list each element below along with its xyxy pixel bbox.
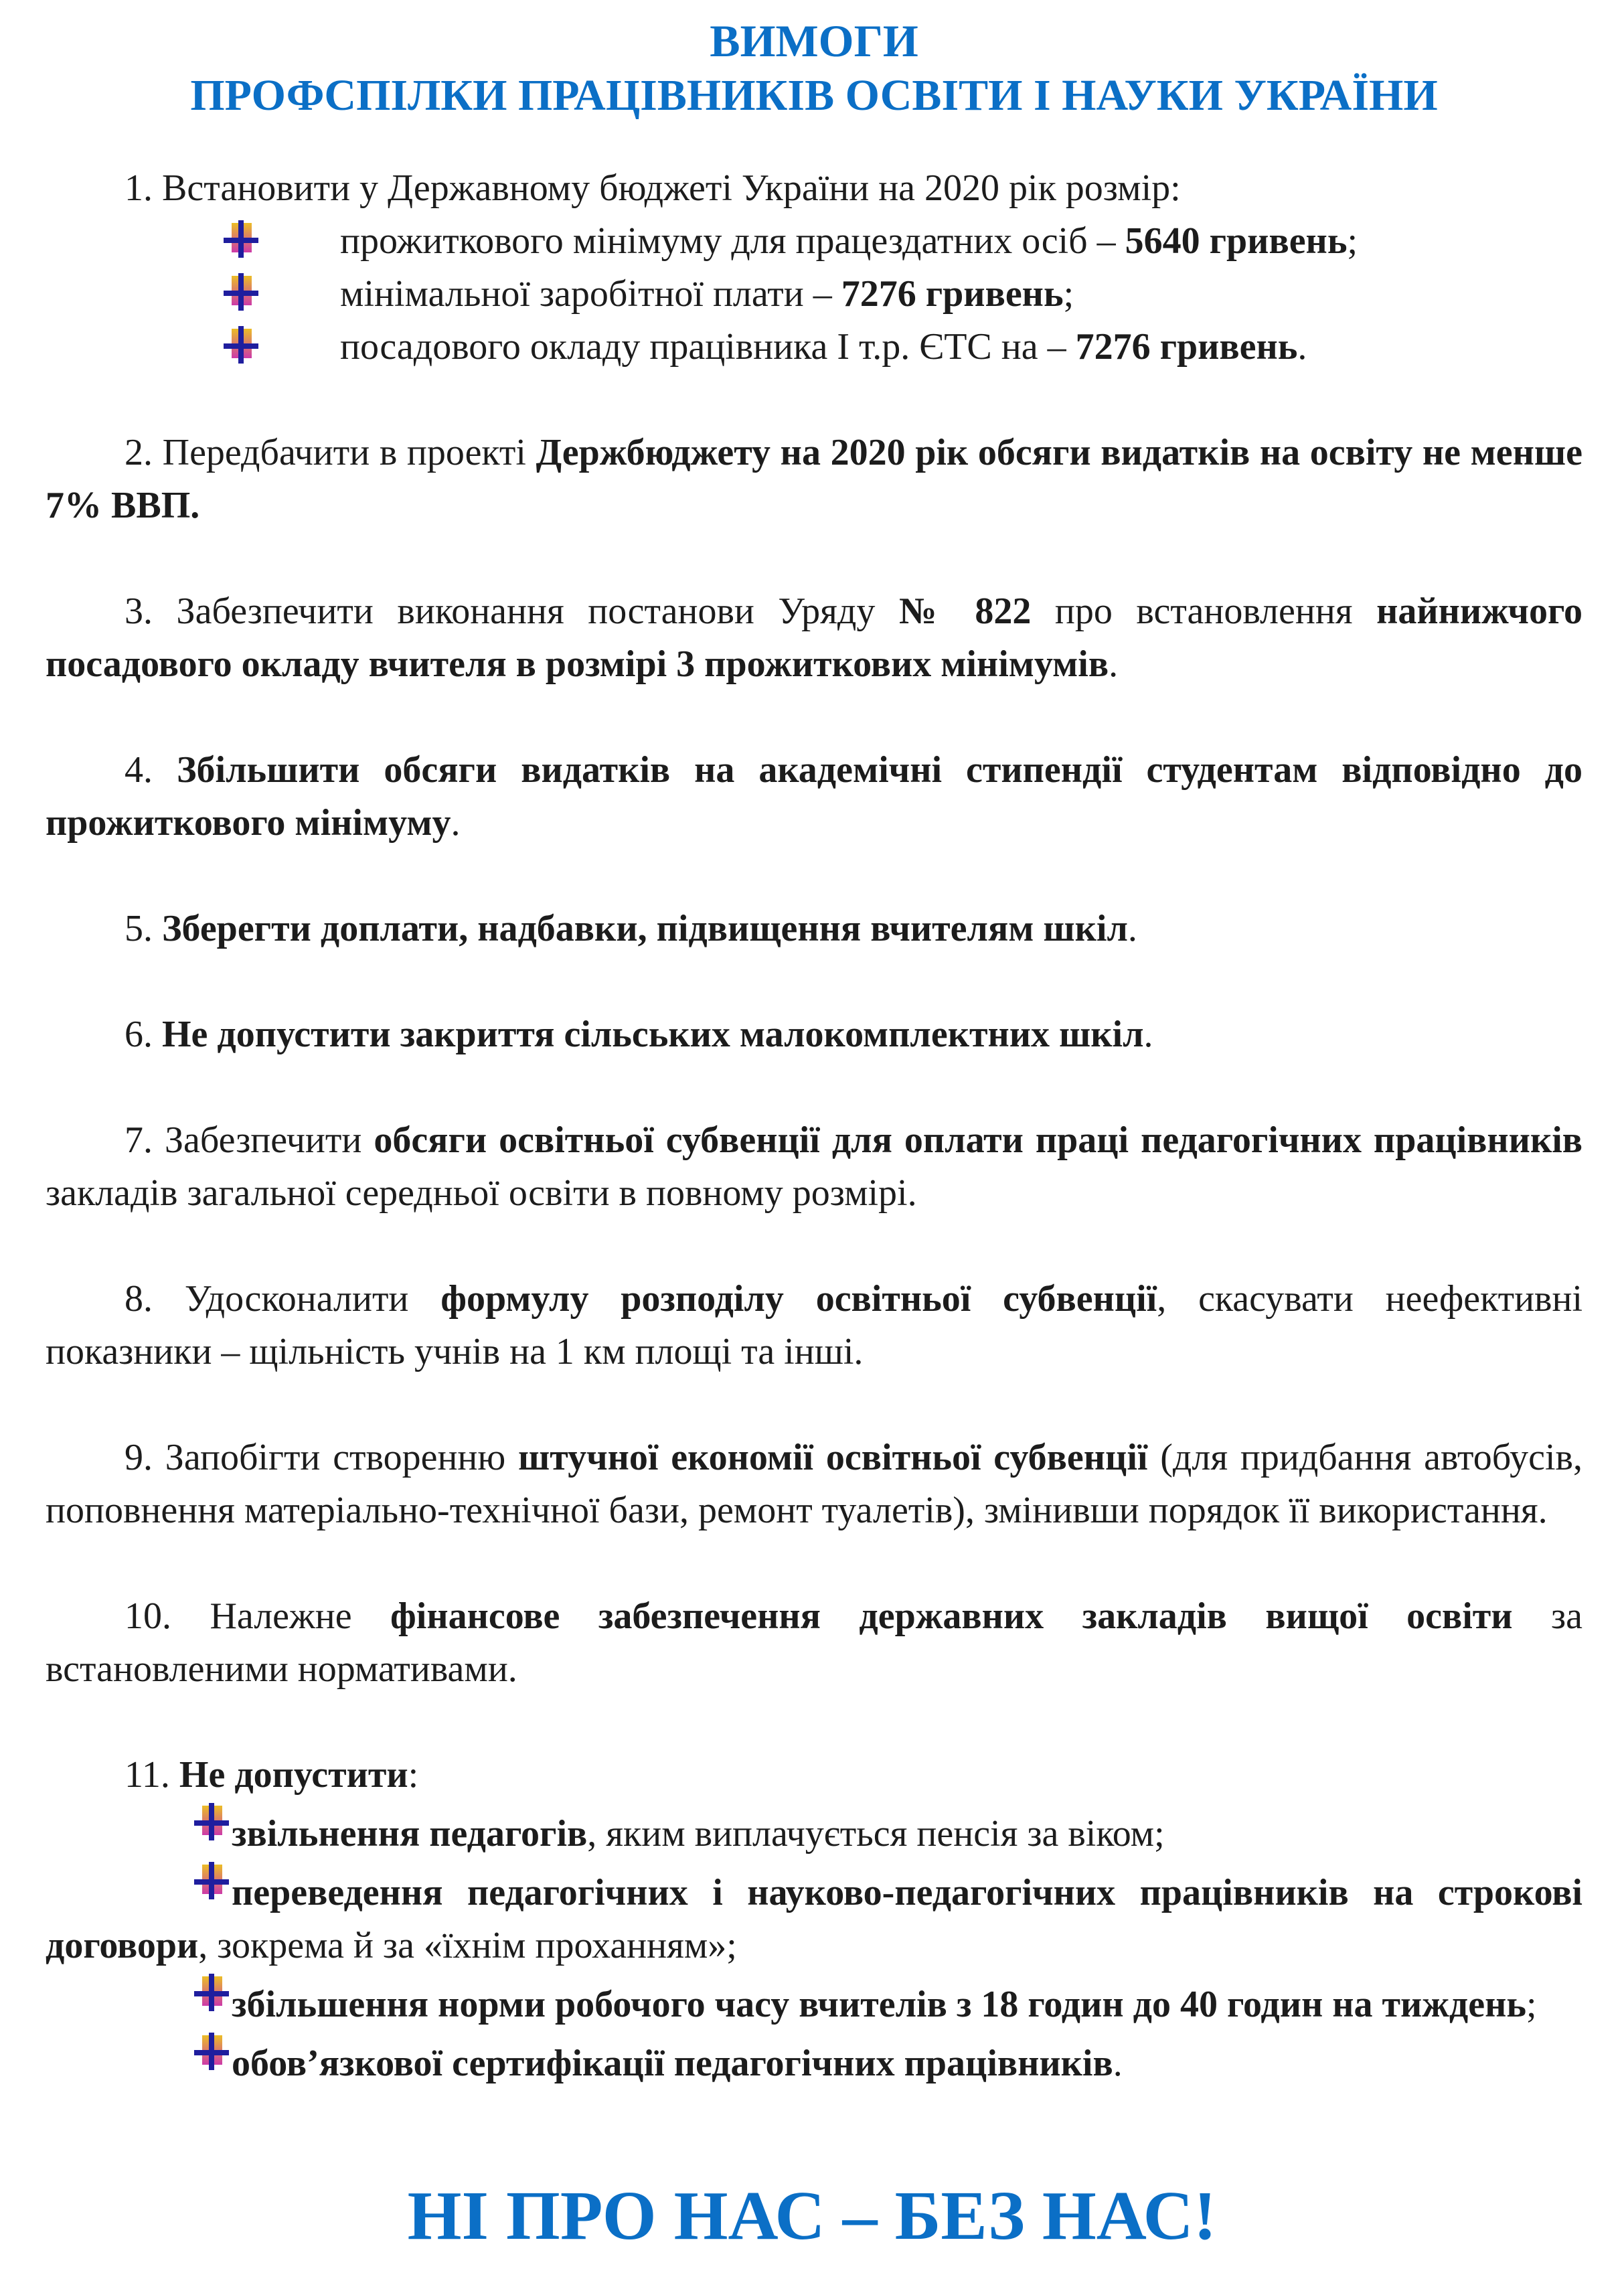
demand-10-text-a: 10. Належне	[125, 1595, 391, 1637]
bullet-bold: обов’язкової сертифікації педагогічних працівників	[232, 2043, 1113, 2084]
demand-11-bullet-3	[46, 1972, 1582, 2031]
demand-4-num: 4.	[125, 749, 177, 791]
demand-6-end: .	[1143, 1014, 1153, 1055]
demand-2	[46, 426, 1582, 532]
bullet-bold: збільшення норми робочого часу вчителів з 18 годин до 40 годин на тиждень	[232, 1984, 1526, 2025]
demand-5-end: .	[1127, 908, 1137, 949]
demand-8-bold: формулу розподілу освітньої субвенції	[440, 1278, 1157, 1320]
bullet-amount: 7276 гривень	[1075, 326, 1298, 368]
bullet-end: .	[1297, 326, 1307, 368]
demand-1-bullet-1	[46, 215, 1582, 268]
demand-9	[46, 1431, 1582, 1537]
bullet-text: , зокрема й за «їхнім проханням»;	[198, 1925, 737, 1966]
bullet-end: ;	[1347, 220, 1358, 262]
demand-9-bold: штучної економії освітньої субвенції	[518, 1437, 1148, 1478]
bullet-end: ;	[1063, 273, 1074, 315]
bullet-amount: 5640 гривень	[1125, 220, 1348, 262]
demand-2-text: 2. Передбачити в проекті	[125, 432, 536, 473]
demand-7	[46, 1114, 1582, 1220]
demand-11-bullet-1	[46, 1802, 1582, 1861]
title-line-2: ПРОФСПІЛКИ ПРАЦІВНИКІВ ОСВІТИ І НАУКИ УКРАЇНИ	[190, 71, 1438, 120]
demand-4-end: .	[451, 802, 461, 844]
demand-3-end: .	[1109, 643, 1119, 685]
demand-2-bold: Держбюджету на 2020 рік обсяги видатків на освіту не менше 7% ВВП.	[46, 432, 1582, 526]
demand-1-lead: 1. Встановити у Державному бюджеті України на 2020 рік розмір:	[125, 167, 1181, 209]
demand-8	[46, 1273, 1582, 1378]
demand-9-text-a: 9. Запобігти створенню	[125, 1437, 519, 1478]
demand-11-bullet-2	[46, 1861, 1582, 1972]
bullet-bold: звільнення педагогів	[232, 1813, 588, 1855]
bullet-text: мінімальної заробітної плати –	[340, 273, 841, 315]
demand-7-text-a: 7. Забезпечити	[125, 1119, 374, 1161]
demand-7-text-b: закладів загальної середньої освіти в повному розмірі.	[46, 1172, 917, 1214]
bullet-text: ;	[1526, 1984, 1537, 2025]
bullet-text: , яким виплачується пенсія за віком;	[587, 1813, 1165, 1855]
plus-bullet-icon	[222, 325, 260, 365]
demand-3	[46, 585, 1582, 691]
bullet-amount: 7276 гривень	[841, 273, 1064, 315]
bullet-text: .	[1113, 2043, 1123, 2084]
demand-5-bold: Зберегти доплати, надбавки, підвищення вчителям шкіл	[162, 908, 1128, 949]
bullet-bold: переведення педагогічних і науково-педагогічних працівників на строкові договори	[46, 1872, 1582, 1966]
demand-3-bold-b: найнижчого посадового окладу вчителя в розмірі 3 прожиткових мінімумів	[46, 590, 1582, 685]
plus-bullet-icon	[193, 1861, 230, 1901]
demand-1-bullet-2	[46, 268, 1582, 321]
demand-1-bullet-3	[46, 321, 1582, 374]
demand-10-bold: фінансове забезпечення державних закладів вищої освіти	[390, 1595, 1513, 1637]
demand-5-num: 5.	[125, 908, 162, 949]
plus-bullet-icon	[222, 272, 260, 312]
demand-1-bullets	[46, 215, 1582, 374]
demand-8-text-b: , скасувати неефективні показники – щільність учнів на 1 км площі та інші.	[46, 1278, 1583, 1372]
demand-10-text-b: за встановленими нормативами.	[46, 1595, 1583, 1690]
demand-11-bullets	[46, 1802, 1582, 2090]
slogan: НІ ПРО НАС – БЕЗ НАС!	[407, 2177, 1217, 2254]
demand-9-text-b: (для придбання автобусів, поповнення матеріально-технічної бази, ремонт туалетів), змінивши порядок її використання.	[46, 1437, 1582, 1531]
bullet-text: прожиткового мінімуму для працездатних осіб –	[340, 220, 1125, 262]
plus-bullet-icon	[193, 1802, 230, 1842]
document-title	[46, 13, 1582, 123]
demand-8-text-a: 8. Удосконалити	[125, 1278, 441, 1320]
demand-11-bullet-4	[46, 2031, 1582, 2090]
plus-bullet-icon	[222, 219, 260, 259]
demand-11-num: 11.	[125, 1754, 179, 1796]
title-line-1: ВИМОГИ	[710, 15, 918, 66]
demand-11-lead	[46, 1749, 1582, 1802]
plus-bullet-icon	[193, 1972, 230, 2013]
demand-7-bold: обсяги освітньої субвенції для оплати праці педагогічних працівників	[374, 1119, 1583, 1161]
demands-list	[46, 162, 1582, 2090]
demand-3-bold-a: № 822	[898, 590, 1032, 632]
demand-3-text-a: 3. Забезпечити виконання постанови Уряду	[125, 590, 899, 632]
demand-4-bold: Збільшити обсяги видатків на академічні стипендії студентам відповідно до прожиткового мінімуму	[46, 749, 1582, 844]
demand-6-bold: Не допустити закриття сільських малокомплектних шкіл	[162, 1014, 1144, 1055]
demand-6-num: 6.	[125, 1014, 162, 1055]
demand-3-text-b: про встановлення	[1031, 590, 1377, 632]
bullet-text: посадового окладу працівника І т.р. ЄТС на –	[340, 326, 1076, 368]
demand-4	[46, 744, 1582, 850]
demand-11-bold: Не допустити	[179, 1754, 408, 1796]
demand-5	[46, 902, 1582, 955]
plus-bullet-icon	[193, 2031, 230, 2071]
demand-11-colon: :	[408, 1754, 419, 1796]
demand-10	[46, 1590, 1582, 1696]
demand-6	[46, 1008, 1582, 1061]
